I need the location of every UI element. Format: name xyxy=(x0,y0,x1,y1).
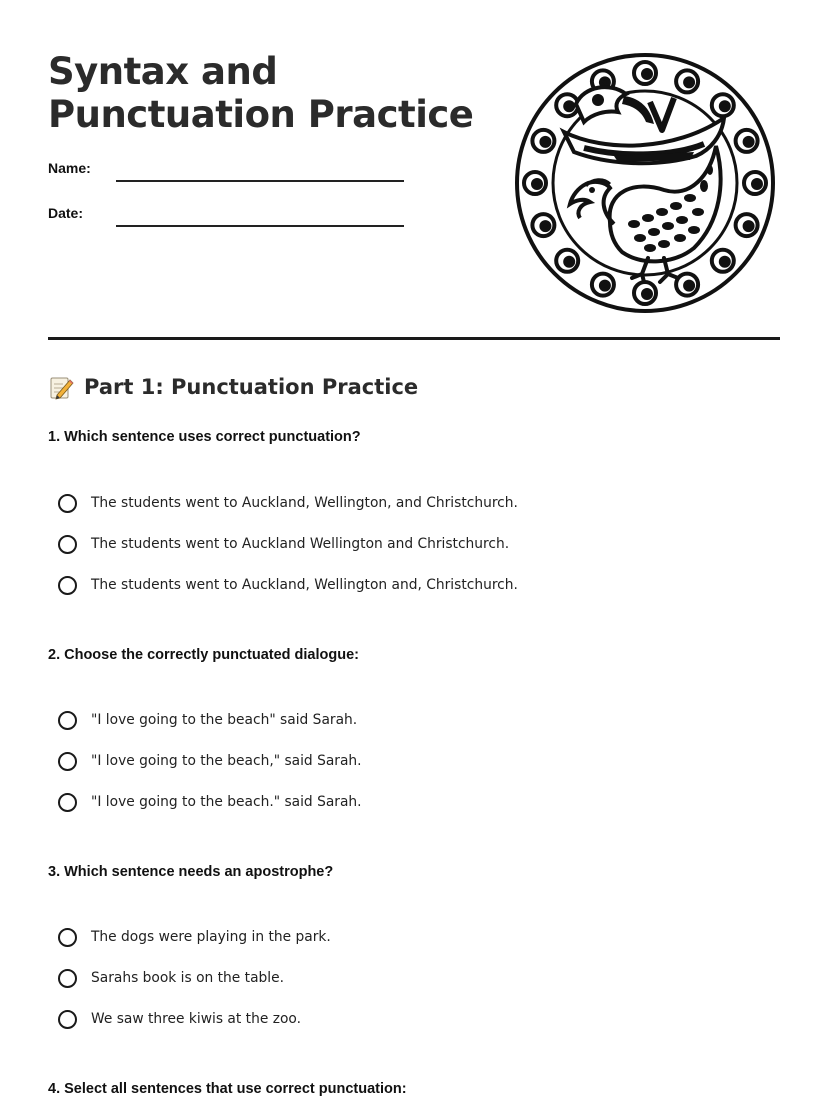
option-label: The students went to Auckland, Wellington, and Christchurch. xyxy=(91,495,518,511)
option-q3-a[interactable] xyxy=(58,924,331,950)
section-title-part1 xyxy=(48,374,418,400)
option-label: The students went to Auckland Wellington and Christchurch. xyxy=(91,536,510,552)
radio-button[interactable] xyxy=(58,752,77,771)
radio-button[interactable] xyxy=(58,711,77,730)
radio-button[interactable] xyxy=(58,576,77,595)
option-label: We saw three kiwis at the zoo. xyxy=(91,1011,301,1027)
koru-center xyxy=(745,138,753,146)
koru-center xyxy=(565,258,573,266)
radio-button[interactable] xyxy=(58,535,77,554)
koru-center xyxy=(601,282,609,290)
page-title: Syntax and Punctuation Practice xyxy=(48,50,474,136)
radio-button[interactable] xyxy=(58,494,77,513)
koru-center xyxy=(721,258,729,266)
date-label: Date: xyxy=(48,205,84,221)
section-title-text: Part 1: Punctuation Practice xyxy=(84,375,419,399)
radio-button[interactable] xyxy=(58,793,77,812)
option-q3-b[interactable] xyxy=(58,965,284,991)
option-label: The students went to Auckland, Wellington and, Christchurch. xyxy=(91,577,518,593)
radio-button[interactable] xyxy=(58,928,77,947)
question-4: 4. Select all sentences that use correct punctuation: xyxy=(48,1081,407,1097)
option-q3-c[interactable] xyxy=(58,1006,301,1032)
koru-center xyxy=(565,102,573,110)
option-label: Sarahs book is on the table. xyxy=(91,970,285,986)
question-2: 2. Choose the correctly punctuated dialogue: xyxy=(48,647,359,663)
option-label: "I love going to the beach." said Sarah. xyxy=(91,794,362,810)
maori-bird-emblem-icon xyxy=(514,52,776,314)
radio-button[interactable] xyxy=(58,969,77,988)
koru-center xyxy=(745,222,753,230)
koru-center xyxy=(643,70,651,78)
koru-center xyxy=(541,222,549,230)
option-q2-c[interactable] xyxy=(58,789,362,815)
koru-center xyxy=(533,180,541,188)
koru-center xyxy=(685,78,693,86)
question-1: 1. Which sentence uses correct punctuation? xyxy=(48,429,361,445)
header-divider xyxy=(48,337,780,340)
option-q1-a[interactable] xyxy=(58,490,518,516)
question-3: 3. Which sentence needs an apostrophe? xyxy=(48,864,334,880)
option-label: The dogs were playing in the park. xyxy=(91,929,331,945)
name-field[interactable] xyxy=(48,158,408,178)
date-line[interactable] xyxy=(116,225,404,227)
radio-button[interactable] xyxy=(58,1010,77,1029)
option-q2-b[interactable] xyxy=(58,748,362,774)
worksheet-page xyxy=(48,0,780,1118)
date-field[interactable] xyxy=(48,203,408,223)
option-q1-b[interactable] xyxy=(58,531,509,557)
option-q1-c[interactable] xyxy=(58,572,518,598)
name-label: Name: xyxy=(48,160,91,176)
name-line[interactable] xyxy=(116,180,404,182)
option-label: "I love going to the beach" said Sarah. xyxy=(91,712,358,728)
koru-center xyxy=(685,282,693,290)
option-label: "I love going to the beach," said Sarah. xyxy=(91,753,362,769)
koru-center xyxy=(541,138,549,146)
koru-center xyxy=(753,180,761,188)
option-q2-a[interactable] xyxy=(58,707,357,733)
koru-center xyxy=(643,290,651,298)
koru-center xyxy=(721,102,729,110)
worksheet-header xyxy=(48,0,780,399)
memo-icon xyxy=(48,374,74,400)
